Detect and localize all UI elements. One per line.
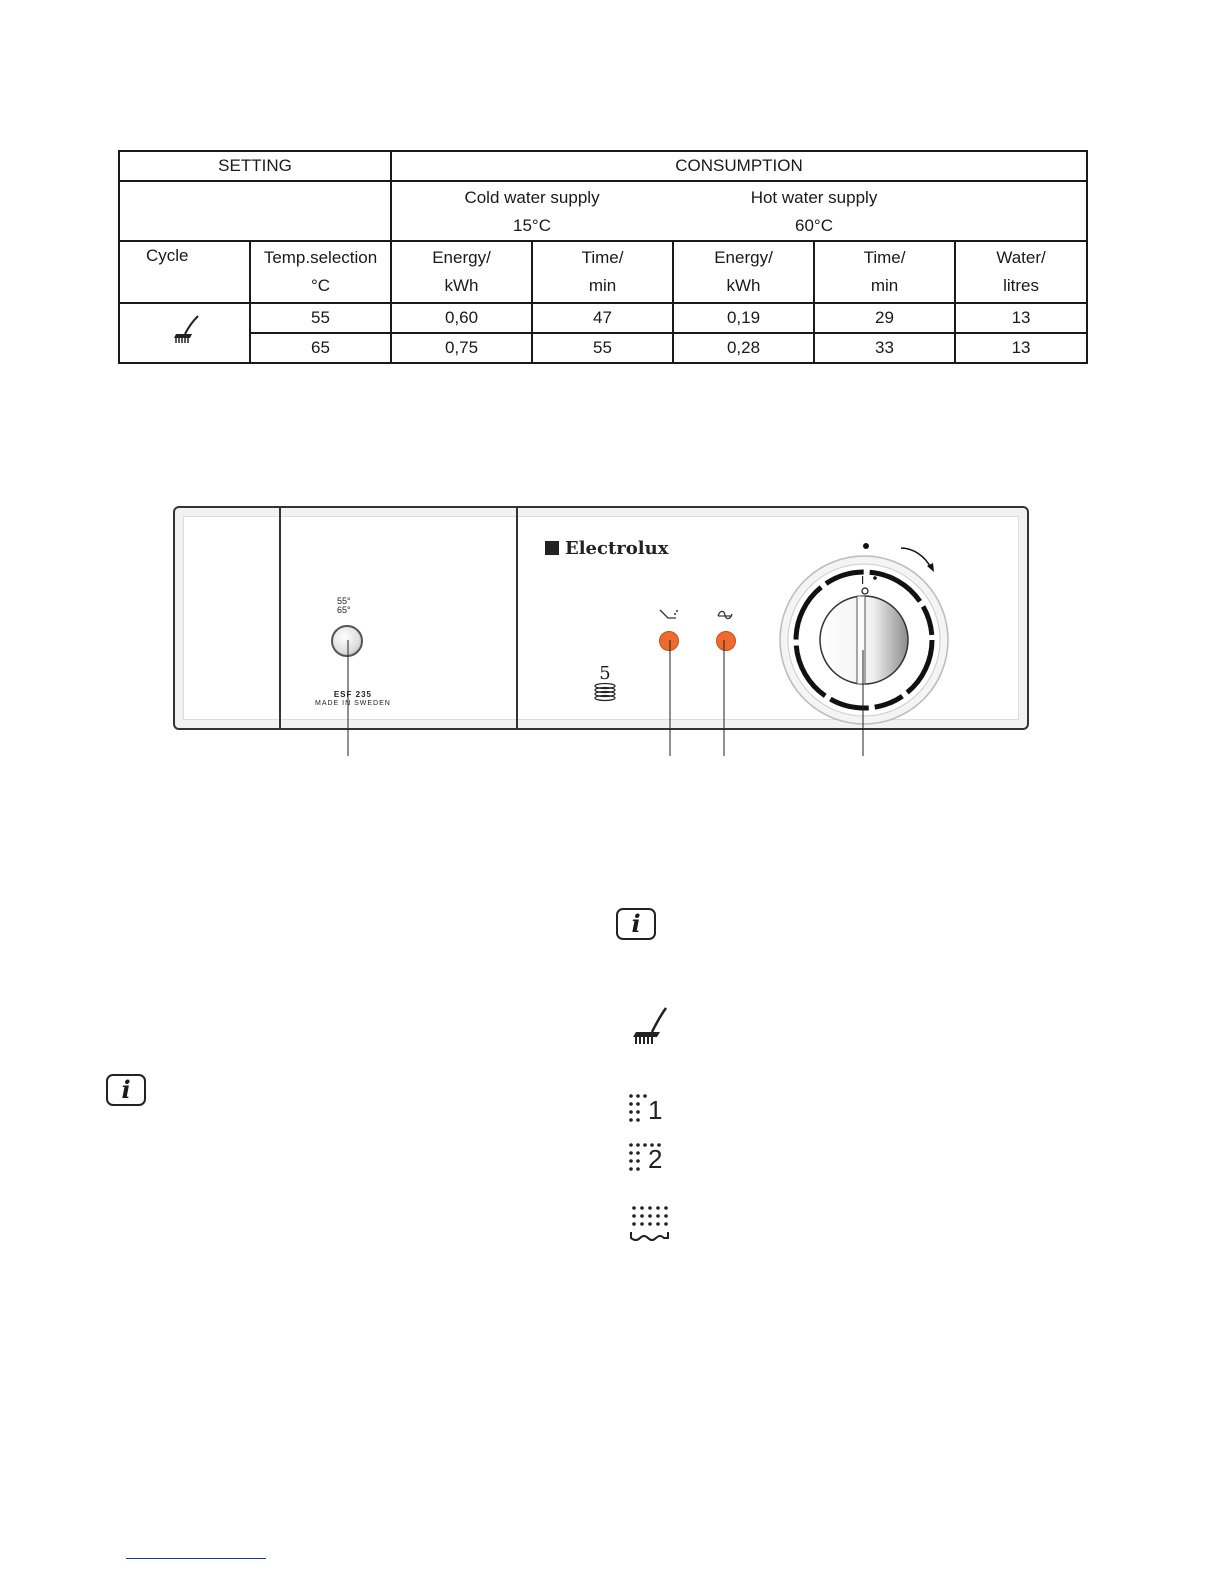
table-cell: 13: [955, 303, 1087, 333]
temp-selection-unit: °C: [310, 276, 331, 295]
logo-mark-icon: [545, 541, 559, 555]
hot-time-unit: min: [870, 276, 899, 295]
hot-supply: [744, 184, 884, 240]
footer-rule: [126, 1558, 266, 1559]
detergent-number: 5: [599, 663, 611, 684]
made-in-label: MADE IN SWEDEN: [315, 700, 391, 707]
hot-supply-temp: 60°C: [795, 216, 833, 235]
table-cell: 55: [250, 303, 391, 333]
cold-supply: [462, 184, 602, 240]
info-icon: i: [106, 1074, 146, 1106]
brand-name: Electrolux: [565, 538, 669, 559]
cold-supply-label: Cold water supply: [464, 188, 600, 207]
cold-supply-temp: 15°C: [513, 216, 551, 235]
rinse-program-1-icon: [628, 1092, 663, 1126]
table-cell: 55: [532, 333, 673, 363]
brush-icon: [168, 314, 202, 344]
blank-cell: [119, 181, 391, 241]
hot-supply-label: Hot water supply: [750, 188, 878, 207]
model-name: ESF 235: [333, 690, 372, 699]
dial-mark-top: I: [861, 574, 865, 587]
rinse-aid-indicator-icon: [716, 608, 734, 622]
temp-selection-label: Temp.selection: [263, 248, 378, 267]
cold-energy-unit: kWh: [444, 276, 479, 295]
temp-option-65: 65°: [337, 605, 351, 615]
table-cell: 0,19: [673, 303, 814, 333]
callout-lines: [340, 640, 880, 760]
temp-option-labels: [337, 597, 351, 615]
table-cell: 0,28: [673, 333, 814, 363]
hot-time-label: Time/: [863, 248, 906, 267]
table-cell: 0,60: [391, 303, 532, 333]
cold-energy-label: Energy/: [432, 248, 491, 267]
info-icon: i: [616, 908, 656, 940]
table-cell: 29: [814, 303, 955, 333]
rinse-program-2-icon: [628, 1141, 662, 1175]
prewash-icon: [628, 1204, 672, 1244]
table-row: [119, 333, 1087, 363]
cold-time-unit: min: [588, 276, 617, 295]
water-unit: litres: [1003, 276, 1039, 295]
program-1-label: 1: [648, 1095, 663, 1125]
brand-logo: [545, 538, 668, 559]
program-2-label: 2: [648, 1144, 663, 1174]
cycle-column-header: Cycle: [119, 241, 250, 303]
table-cell: 33: [814, 333, 955, 363]
hot-energy-unit: kWh: [726, 276, 761, 295]
hot-time-header: [814, 241, 955, 303]
table-cell: 47: [532, 303, 673, 333]
temp-selection-header: [250, 241, 391, 303]
table-cell: 13: [955, 333, 1087, 363]
setting-header: SETTING: [119, 151, 391, 181]
rotation-arrow-icon: [899, 542, 939, 574]
cold-time-label: Time/: [581, 248, 624, 267]
consumption-table: [118, 150, 1088, 364]
table-cell: 65: [250, 333, 391, 363]
table-cell: 0,75: [391, 333, 532, 363]
panel-divider: [279, 508, 281, 728]
hot-energy-label: Energy/: [714, 248, 773, 267]
temp-option-55: 55°: [337, 596, 351, 606]
water-drops-icon: [628, 1092, 650, 1126]
consumption-header: CONSUMPTION: [391, 151, 1087, 181]
dial-indicator-dot: [861, 541, 871, 551]
brush-icon: [630, 1006, 670, 1046]
hot-energy-header: [673, 241, 814, 303]
cycle-cell: [119, 303, 250, 363]
supply-cell: [391, 181, 1087, 241]
salt-indicator-icon: [658, 608, 680, 622]
water-header: [955, 241, 1087, 303]
cold-time-header: [532, 241, 673, 303]
table-row: [119, 303, 1087, 333]
cold-energy-header: [391, 241, 532, 303]
water-label: Water/: [996, 248, 1046, 267]
